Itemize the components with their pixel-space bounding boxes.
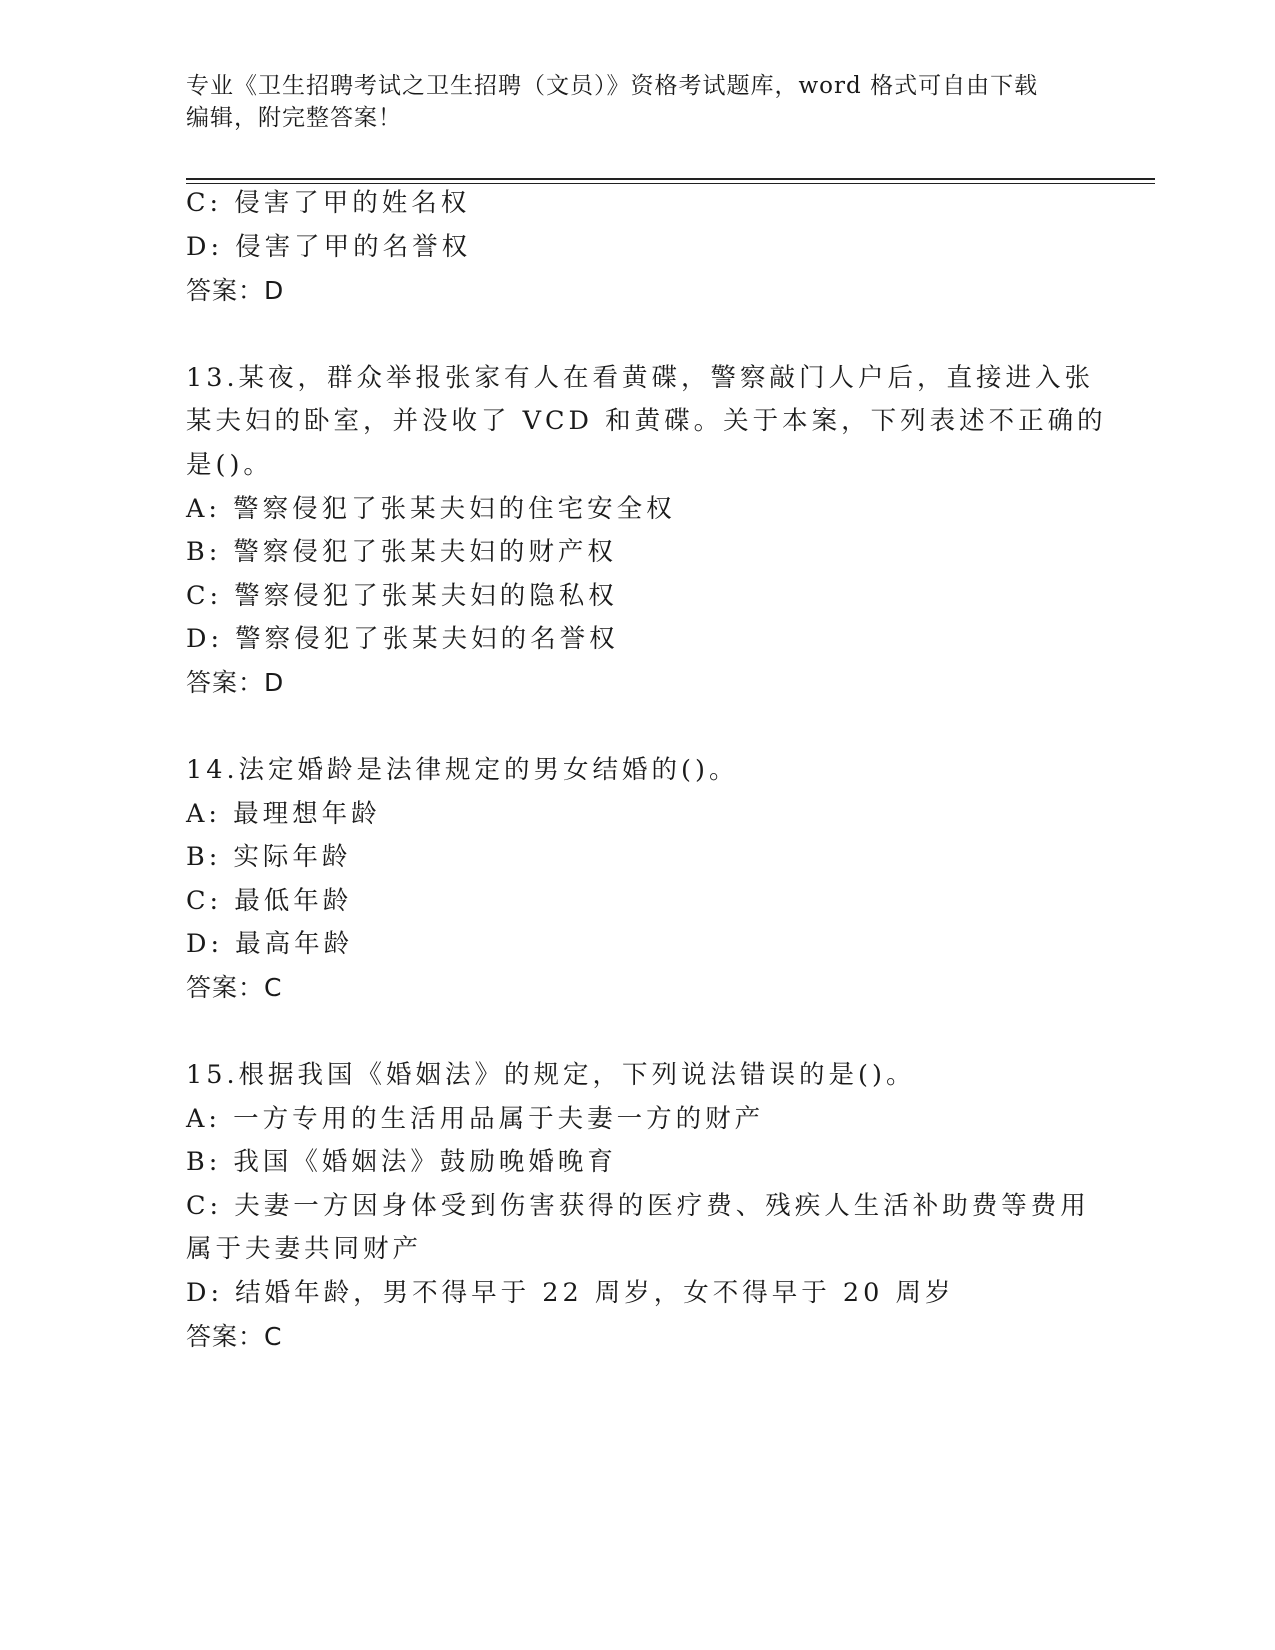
q15-option-a: A: 一方专用的生活用品属于夫妻一方的财产 [186,1104,765,1134]
q13-option-d: D: 警察侵犯了张某夫妇的名誉权 [186,624,619,654]
header-rule-thick [186,178,1155,180]
q14-option-a: A: 最理想年龄 [186,799,381,829]
q13-stem-line-1: 13.某夜，群众举报张家有人在看黄碟，警察敲门人户后，直接进入张 [186,363,1095,393]
header-rule-thin [186,183,1155,184]
q15-option-b: B: 我国《婚姻法》鼓励晚婚晚育 [186,1147,617,1177]
document-header [186,70,1086,134]
q14-option-c: C: 最低年龄 [186,886,353,916]
q14-option-b: B: 实际年龄 [186,842,352,872]
q15-option-c-line-2: 属于夫妻共同财产 [186,1234,423,1264]
prev-option-d: D: 侵害了甲的名誉权 [186,232,472,262]
header-line-2: 编辑，附完整答案！ [186,105,402,131]
q15-stem: 15.根据我国《婚姻法》的规定，下列说法错误的是()。 [186,1060,916,1090]
prev-answer: 答案：D [186,276,285,305]
q13-stem-line-2: 某夫妇的卧室，并没收了 VCD 和黄碟。关于本案，下列表述不正确的 [186,406,1107,436]
prev-option-c: C: 侵害了甲的姓名权 [186,188,471,218]
q13-answer: 答案：D [186,668,285,697]
q14-option-d: D: 最高年龄 [186,929,354,959]
q13-option-b: B: 警察侵犯了张某夫妇的财产权 [186,537,617,567]
q15-answer: 答案：C [186,1322,283,1351]
q13-option-a: A: 警察侵犯了张某夫妇的住宅安全权 [186,494,676,524]
q14-answer: 答案：C [186,973,283,1002]
q13-stem-line-3: 是()。 [186,450,273,480]
q14-stem: 14.法定婚龄是法律规定的男女结婚的()。 [186,755,739,785]
header-line-1: 专业《卫生招聘考试之卫生招聘（文员）》资格考试题库，word 格式可自由下载 [186,73,1039,99]
q15-option-c-line-1: C: 夫妻一方因身体受到伤害获得的医疗费、残疾人生活补助费等费用 [186,1191,1090,1221]
q13-option-c: C: 警察侵犯了张某夫妇的隐私权 [186,581,618,611]
q15-option-d: D: 结婚年龄，男不得早于 22 周岁，女不得早于 20 周岁 [186,1278,955,1308]
